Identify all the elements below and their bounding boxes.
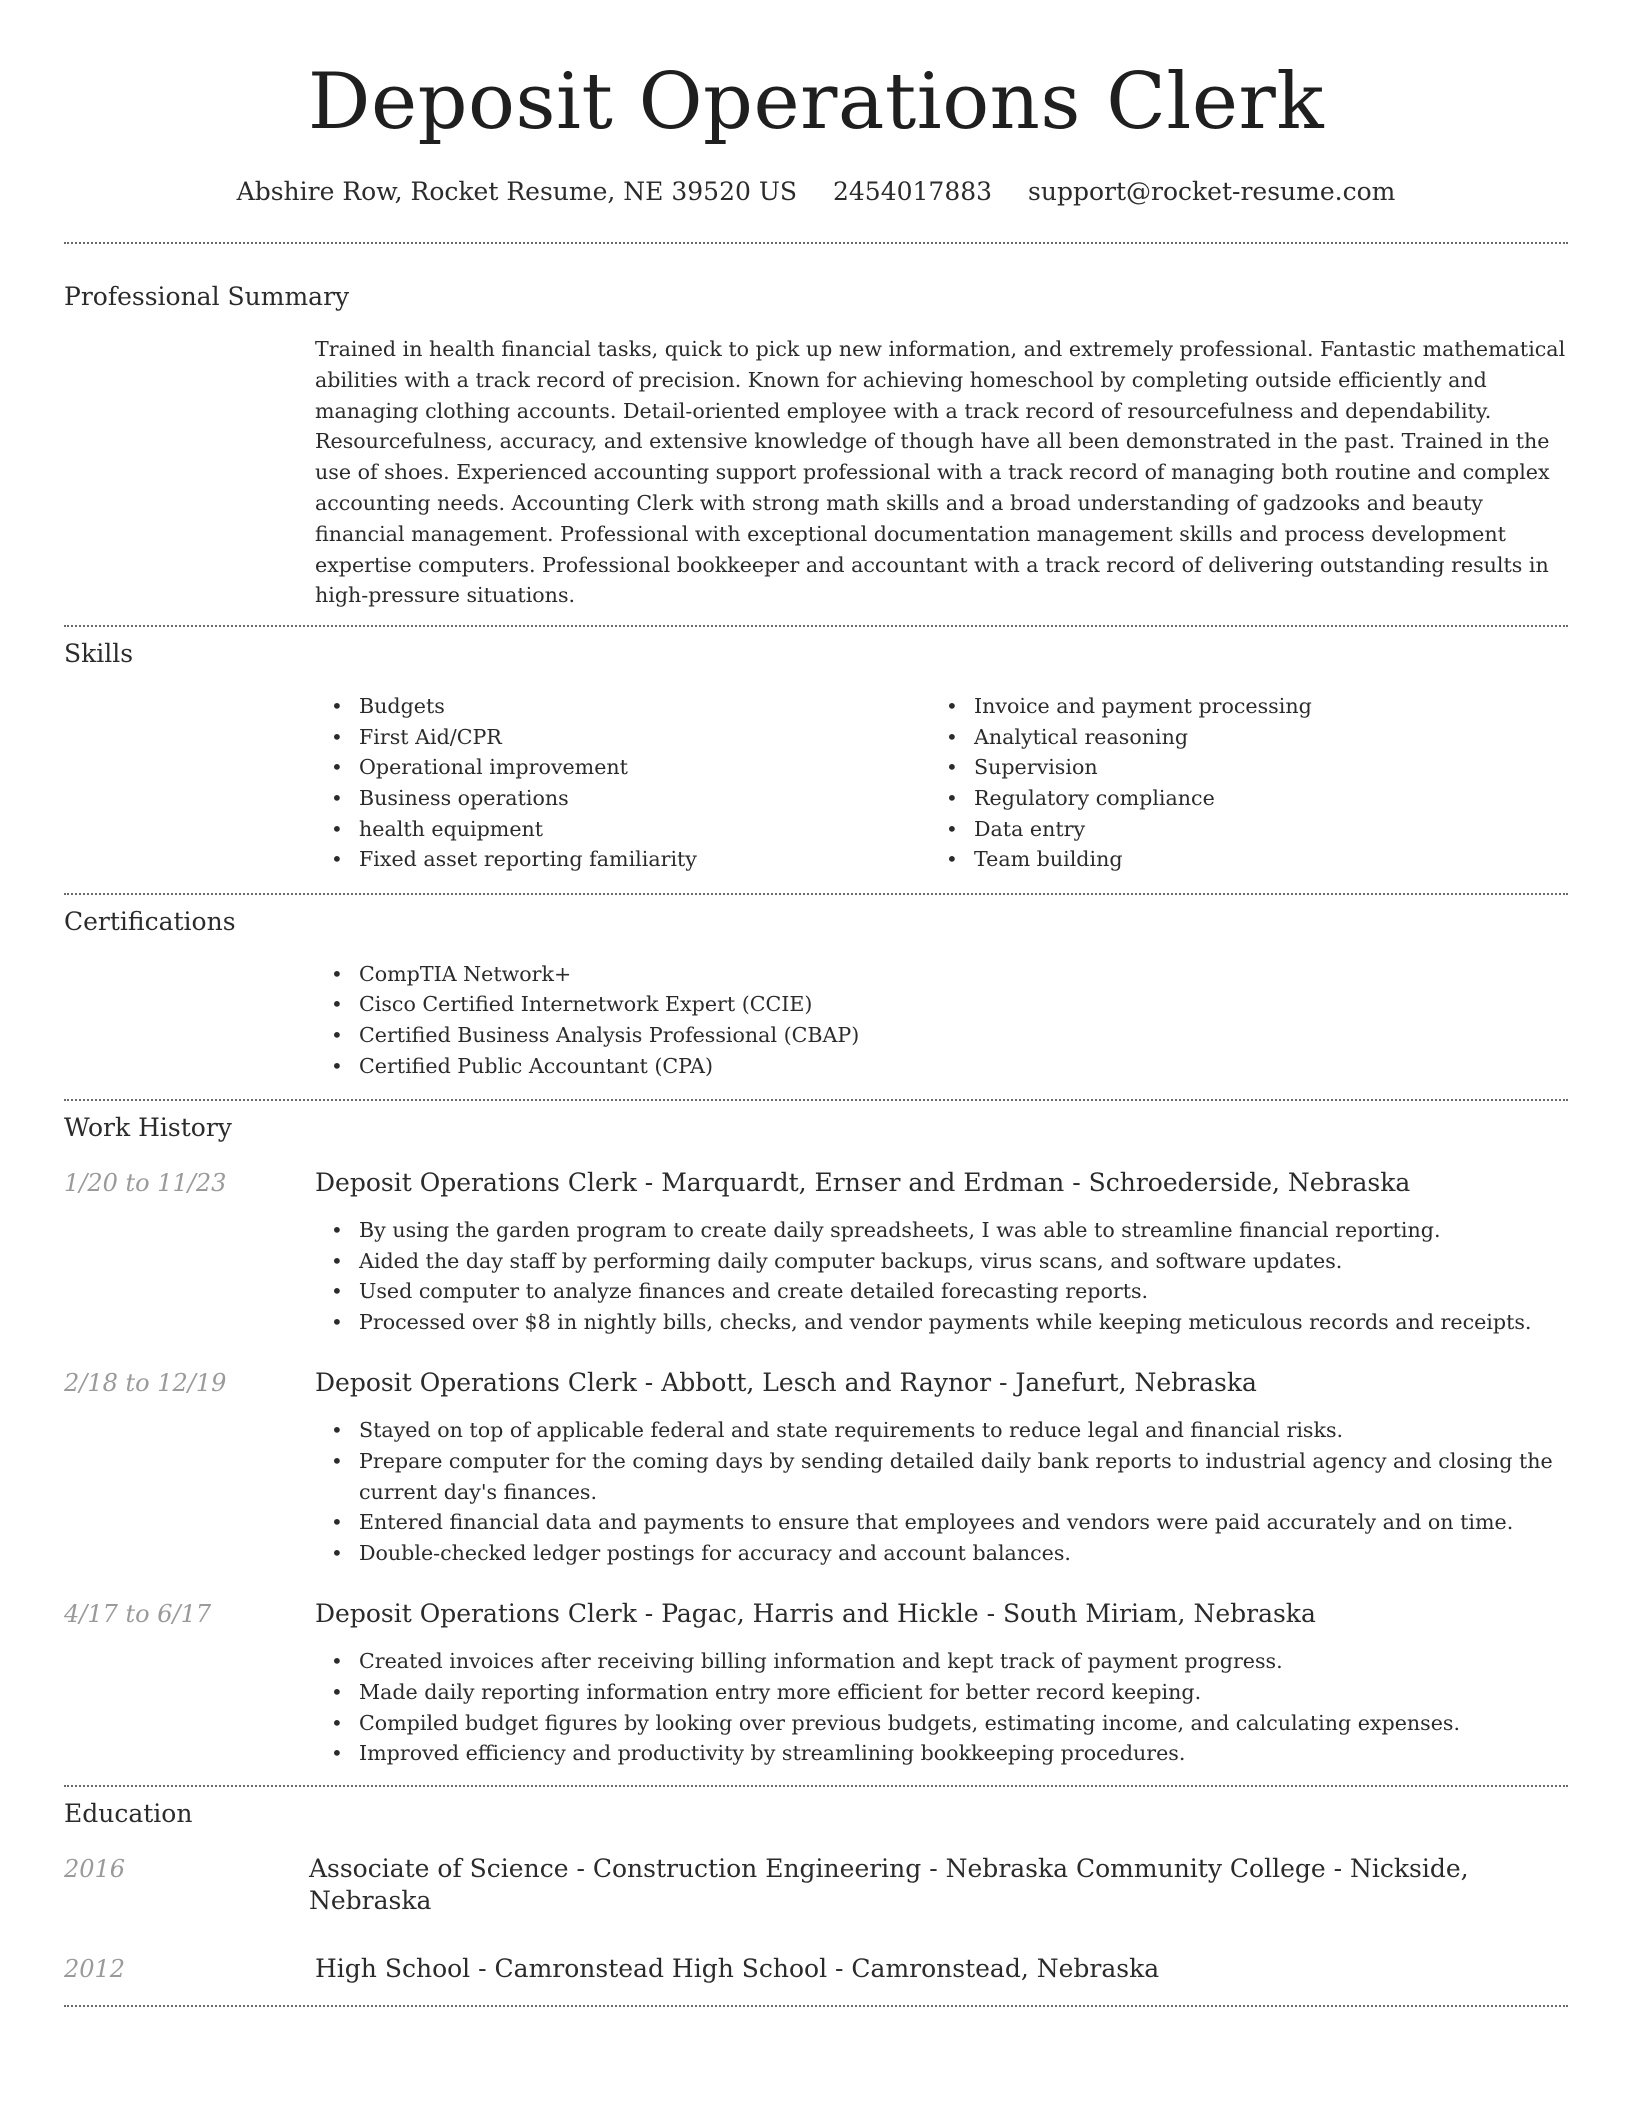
skills-column-left — [315, 691, 930, 875]
divider — [64, 625, 1568, 627]
certification-item: • Cisco Certified Internetwork Expert (CCIE) — [315, 989, 1568, 1020]
section-title-work-history: Work History — [64, 1113, 232, 1143]
education-entry — [64, 1953, 1568, 1985]
job-bullet: • Compiled budget figures by looking over previous budgets, estimating income, and calculating expenses. — [315, 1708, 1568, 1739]
summary-text: Trained in health financial tasks, quick to pick up new information, and extremely professional. Fantastic mathematical abilities with a track record of precision. Known for achieving homeschool by completing outside efficiently and managing clothing accounts. Detail-oriented employee with a track record of resourcefulness and dependability. Resourcefulness, accuracy, and extensive knowledge of though have all been demonstrated in the past. Trained in the use of shoes. Experienced accounting support professional with a track record of managing both routine and complex accounting needs. Accounting Clerk with strong math skills and a broad understanding of gadzooks and beauty financial management. Professional with exceptional documentation management skills and process development expertise computers. Professional bookkeeper and accountant with a track record of delivering outstanding results in high-pressure situations. — [315, 337, 1566, 608]
job-role: Deposit Operations Clerk — [315, 1368, 637, 1398]
resume-page — [64, 0, 1568, 2007]
job-location: Schroederside, Nebraska — [1088, 1168, 1411, 1198]
job-title — [315, 1598, 1316, 1630]
divider — [64, 242, 1568, 244]
separator: - — [568, 1853, 593, 1883]
divider — [64, 893, 1568, 895]
section-title-certifications: Certifications — [64, 906, 236, 936]
skill-item: • Operational improvement — [315, 752, 930, 783]
job-bullet: • Created invoices after receiving billing information and kept track of payment progress. — [315, 1646, 1568, 1677]
job-company: Pagac, Harris and Hickle — [661, 1599, 979, 1629]
education-location: Nickside, Nebraska — [308, 1853, 1469, 1915]
certification-item: • Certified Public Accountant (CPA) — [315, 1051, 1568, 1082]
education-entry — [64, 1853, 1568, 1917]
separator: - — [470, 1953, 495, 1983]
job-bullet: • Aided the day staff by performing daily computer backups, virus scans, and software updates. — [315, 1246, 1568, 1277]
job-bullet: • Stayed on top of applicable federal and state requirements to reduce legal and financial risks. — [315, 1415, 1568, 1446]
section-title-education: Education — [64, 1798, 193, 1828]
job-bullet: • By using the garden program to create daily spreadsheets, I was able to streamline financial reporting. — [315, 1215, 1568, 1246]
certifications-list — [315, 959, 1568, 1081]
education-location: Camronstead, Nebraska — [851, 1953, 1160, 1983]
job-role: Deposit Operations Clerk — [315, 1168, 637, 1198]
job-bullet: • Double-checked ledger postings for accuracy and account balances. — [315, 1538, 1568, 1569]
job-title — [315, 1167, 1410, 1199]
skill-item: • Regulatory compliance — [930, 783, 1545, 814]
skills-column-right — [930, 691, 1545, 875]
education-school: Camronstead High School — [494, 1953, 828, 1983]
job-dates: 4/17 to 6/17 — [64, 1600, 212, 1629]
job-bullet: • Used computer to analyze finances and create detailed forecasting reports. — [315, 1276, 1568, 1307]
education-year: 2016 — [64, 1854, 126, 1883]
contact-email: support@rocket-resume.com — [1028, 177, 1396, 206]
skill-item: • Invoice and payment processing — [930, 691, 1545, 722]
divider — [64, 2005, 1568, 2007]
contact-address: Abshire Row, Rocket Resume, NE 39520 US — [236, 177, 798, 206]
skills-list — [315, 691, 1568, 875]
divider — [64, 1099, 1568, 1101]
section-title-summary: Professional Summary — [64, 282, 350, 311]
certification-item: • Certified Business Analysis Professional (CBAP) — [315, 1020, 1568, 1051]
education-degree: Associate of Science — [308, 1853, 569, 1883]
separator: - — [1064, 1168, 1089, 1198]
skill-item: • Analytical reasoning — [930, 722, 1545, 753]
certification-item: • CompTIA Network+ — [315, 959, 1568, 990]
skill-item: • Supervision — [930, 752, 1545, 783]
skill-item: • Data entry — [930, 814, 1545, 845]
job-title — [315, 1367, 1257, 1399]
job-bullets — [315, 1215, 1568, 1337]
job-company: Marquardt, Ernser and Erdman — [661, 1168, 1065, 1198]
separator: - — [827, 1953, 852, 1983]
job-bullets — [315, 1415, 1568, 1568]
separator: - — [921, 1853, 946, 1883]
separator: - — [1325, 1853, 1351, 1883]
education-field: Construction Engineering — [592, 1853, 922, 1883]
job-bullet: • Entered financial data and payments to ensure that employees and vendors were paid accurately and on time. — [315, 1507, 1568, 1538]
divider — [64, 1785, 1568, 1787]
job-location: South Miriam, Nebraska — [1003, 1599, 1316, 1629]
job-entry — [64, 1367, 1568, 1568]
separator: - — [636, 1368, 662, 1398]
education-list — [64, 1853, 1568, 1985]
separator: - — [636, 1168, 662, 1198]
separator: - — [978, 1599, 1004, 1629]
contact-line — [64, 176, 1568, 208]
contact-phone: 2454017883 — [833, 177, 993, 206]
job-bullets — [315, 1646, 1568, 1768]
separator: - — [991, 1368, 1016, 1398]
education-title — [315, 1953, 1159, 1985]
skill-item: • Fixed asset reporting familiarity — [315, 844, 930, 875]
job-dates: 1/20 to 11/23 — [64, 1169, 227, 1198]
education-degree: High School — [315, 1953, 471, 1983]
job-company: Abbott, Lesch and Raynor — [661, 1368, 992, 1398]
resume-header — [64, 0, 1568, 208]
job-bullet: • Made daily reporting information entry more efficient for better record keeping. — [315, 1677, 1568, 1708]
separator: - — [636, 1599, 662, 1629]
job-dates: 2/18 to 12/19 — [64, 1369, 227, 1398]
education-year: 2012 — [64, 1954, 126, 1983]
job-header — [64, 1367, 1568, 1399]
job-bullet: • Processed over $8 in nightly bills, checks, and vendor payments while keeping meticulous records and receipts. — [315, 1307, 1568, 1338]
job-role: Deposit Operations Clerk — [315, 1599, 637, 1629]
skill-item: • health equipment — [315, 814, 930, 845]
work-history-list — [64, 1167, 1568, 1769]
education-school: Nebraska Community College — [945, 1853, 1326, 1883]
job-entry — [64, 1167, 1568, 1337]
skill-item: • Business operations — [315, 783, 930, 814]
job-bullet: • Prepare computer for the coming days by sending detailed daily bank reports to industrial agency and closing the current day's finances. — [315, 1446, 1568, 1507]
skill-item: • Budgets — [315, 691, 930, 722]
job-bullet: • Improved efficiency and productivity by streamlining bookkeeping procedures. — [315, 1738, 1568, 1769]
job-entry — [64, 1598, 1568, 1768]
skill-item: • Team building — [930, 844, 1545, 875]
section-title-skills: Skills — [64, 639, 134, 669]
candidate-name: Deposit Operations Clerk — [307, 57, 1325, 147]
job-header — [64, 1167, 1568, 1199]
education-title — [309, 1853, 1568, 1917]
skill-item: • First Aid/CPR — [315, 722, 930, 753]
job-header — [64, 1598, 1568, 1630]
job-location: Janefurt, Nebraska — [1015, 1368, 1257, 1398]
